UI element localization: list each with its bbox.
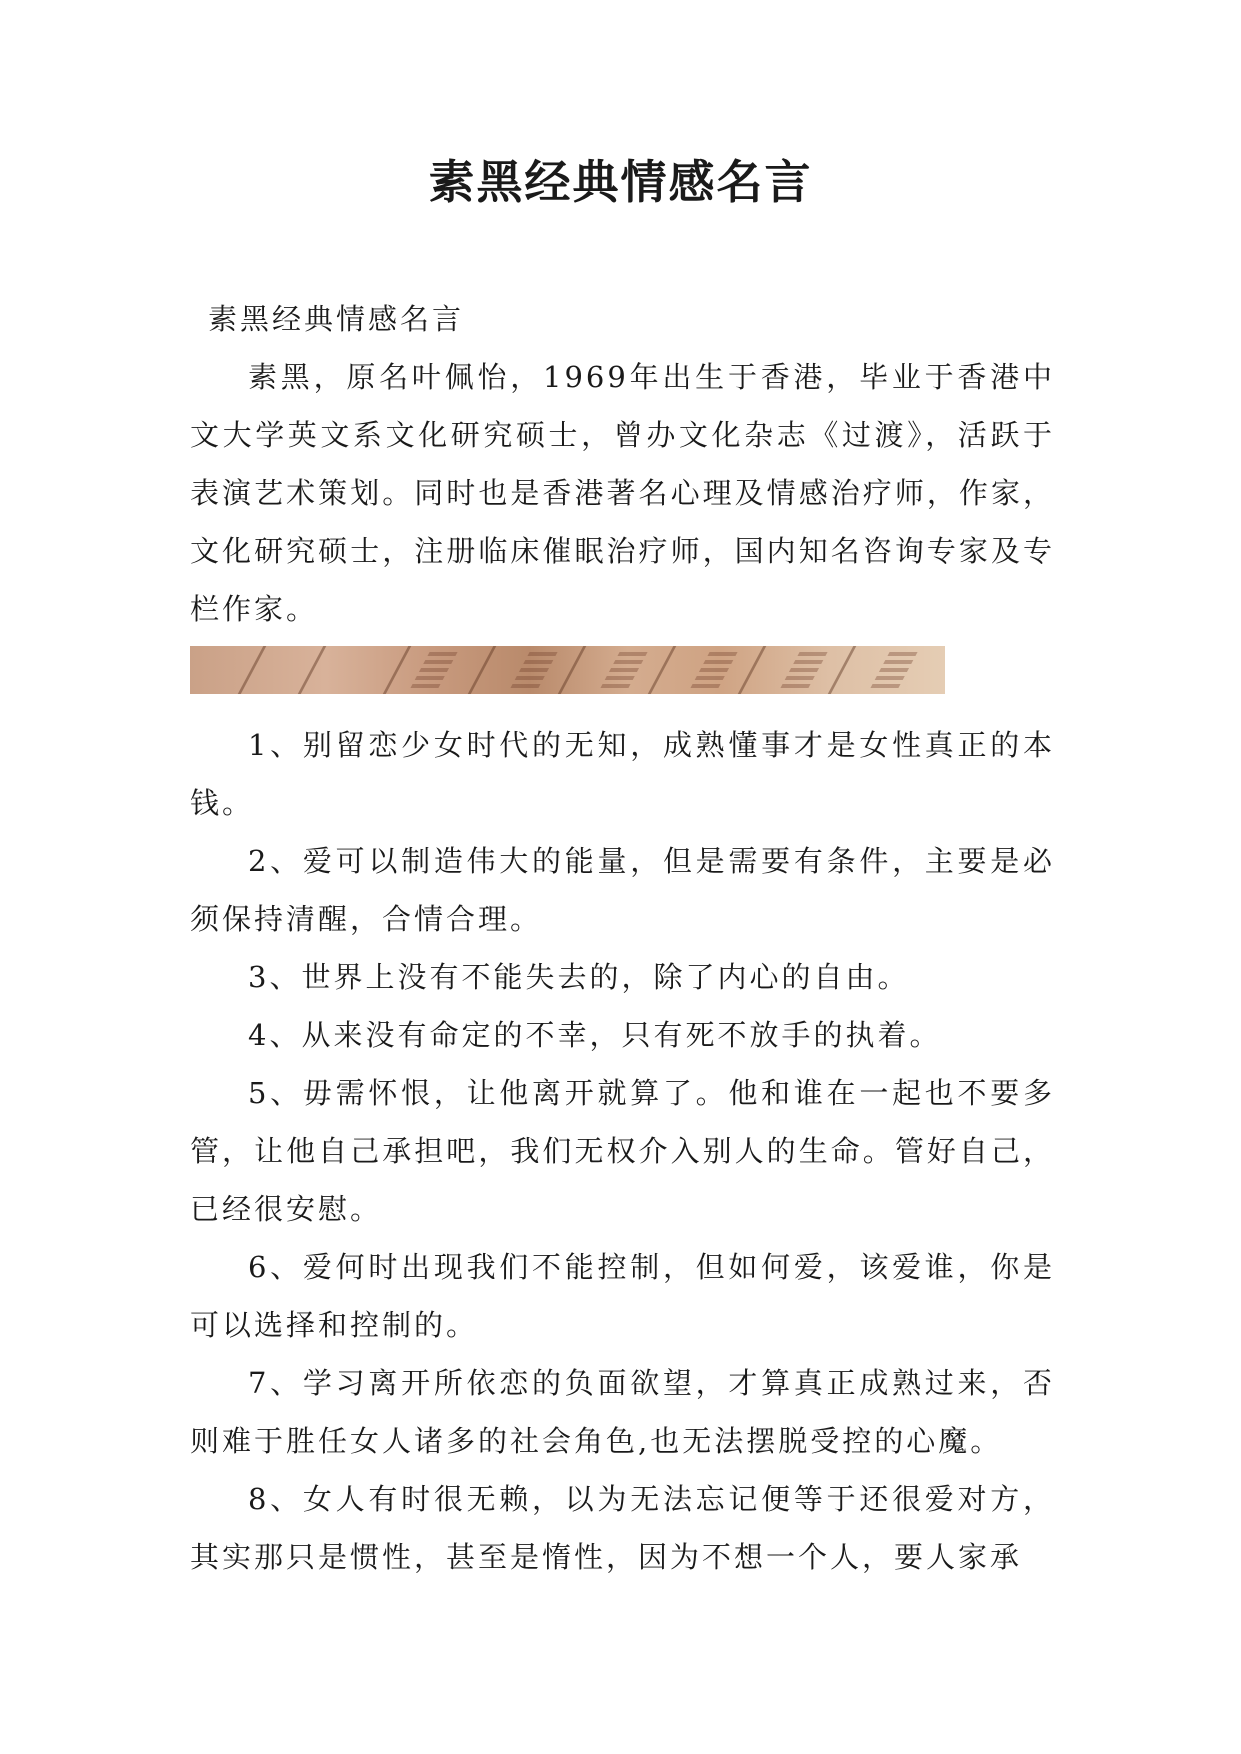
quote-item: 5、毋需怀恨，让他离开就算了。他和谁在一起也不要多管，让他自己承担吧，我们无权介入别人的生命。管好自己，已经很安慰。: [190, 1076, 1055, 1226]
document-title: 素黑经典情感名言: [428, 155, 813, 209]
quote-list: [190, 716, 1055, 1586]
document-subtitle: 素黑经典情感名言: [208, 302, 465, 336]
quote-item: 4、从来没有命定的不幸，只有死不放手的执着。: [248, 1018, 942, 1052]
intro-paragraph: 素黑，原名叶佩怡，1969年出生于香港，毕业于香港中文大学英文系文化研究硕士，曾办文化杂志《过渡》，活跃于表演艺术策划。同时也是香港著名心理及情感治疗师，作家，文化研究硕士，注册临床催眠治疗师，国内知名咨询专家及专栏作家。: [190, 360, 1055, 626]
decorative-banner-image: [190, 646, 945, 694]
document-body: [190, 290, 1055, 1586]
quote-item: 8、女人有时很无赖，以为无法忘记便等于还很爱对方，其实那只是惯性，甚至是惰性，因为不想一个人，要人家承: [190, 1482, 1055, 1574]
quote-item: 7、学习离开所依恋的负面欲望，才算真正成熟过来，否则难于胜任女人诸多的社会角色,也无法摆脱受控的心魔。: [190, 1366, 1055, 1458]
quote-item: 2、爱可以制造伟大的能量，但是需要有条件，主要是必须保持清醒，合情合理。: [190, 844, 1055, 936]
quote-item: 3、世界上没有不能失去的，除了内心的自由。: [248, 960, 910, 994]
quote-item: 1、别留恋少女时代的无知，成熟懂事才是女性真正的本钱。: [190, 728, 1055, 820]
quote-item: 6、爱何时出现我们不能控制，但如何爱，该爱谁，你是可以选择和控制的。: [190, 1250, 1055, 1342]
